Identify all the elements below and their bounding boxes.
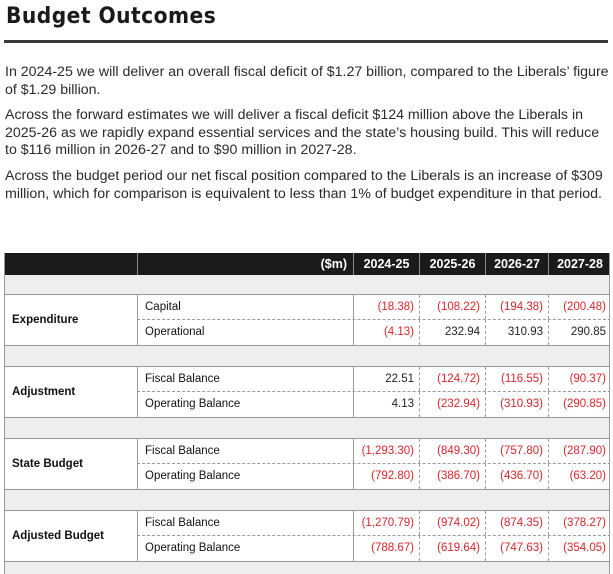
header-col-2027-28: 2027-28	[548, 253, 610, 275]
table-row	[137, 438, 610, 464]
title-divider	[4, 40, 608, 43]
value-cell-2024-25: (18.38)	[353, 295, 419, 319]
table-row	[137, 536, 610, 562]
header-unit: ($m)	[137, 253, 353, 275]
value-cell-2026-27: 310.93	[485, 320, 548, 345]
intro-paragraph-2: Across the forward estimates we will deliver a fiscal deficit $124 million above the Liberals in 2025-26 as we rapidly expand essential services and the state’s housing build. This will reduce to $116 million in 2026-27 and to $90 million in 2027-28.	[5, 107, 600, 158]
value-cell-2025-26: (232.94)	[419, 392, 485, 417]
section-expenditure	[5, 294, 609, 346]
value-cell-2027-28: (290.85)	[548, 392, 610, 417]
value-cell-2027-28: (200.48)	[548, 295, 610, 319]
row-label: Operating Balance	[137, 464, 353, 489]
value-cell-2026-27: (874.35)	[485, 511, 548, 535]
header-col-2025-26: 2025-26	[419, 253, 485, 275]
table-row	[137, 510, 610, 536]
row-label: Operating Balance	[137, 536, 353, 561]
table-row	[137, 320, 610, 346]
header-blank-cell	[5, 253, 137, 275]
value-cell-2027-28: (287.90)	[548, 439, 610, 463]
value-cell-2024-25: (1,293.30)	[353, 439, 419, 463]
value-cell-2025-26: (619.64)	[419, 536, 485, 561]
value-cell-2026-27: (747.63)	[485, 536, 548, 561]
section-adjustment	[5, 366, 609, 418]
row-label: Operational	[137, 320, 353, 345]
intro-paragraph-3: Across the budget period our net fiscal position compared to the Liberals is an increase of $309 million, which for comparison is equivalent to less than 1% of budget expenditure in that period.	[5, 168, 603, 202]
value-cell-2027-28: (63.20)	[548, 464, 610, 489]
value-cell-2027-28: (90.37)	[548, 367, 610, 391]
row-label: Fiscal Balance	[137, 511, 353, 535]
section-label: State Budget	[5, 438, 137, 490]
intro-paragraph-1: In 2024-25 we will deliver an overall fiscal deficit of $1.27 billion, compared to the Liberals’ figure of $1.29 billion.	[5, 64, 609, 98]
value-cell-2025-26: (124.72)	[419, 367, 485, 391]
table-header	[5, 253, 609, 275]
section-adjusted-budget	[5, 510, 609, 562]
table-row	[137, 294, 610, 320]
value-cell-2025-26: (386.70)	[419, 464, 485, 489]
value-cell-2027-28: (378.27)	[548, 511, 610, 535]
value-cell-2024-25: (4.13)	[353, 320, 419, 345]
row-label: Fiscal Balance	[137, 439, 353, 463]
row-label: Operating Balance	[137, 392, 353, 417]
value-cell-2025-26: (108.22)	[419, 295, 485, 319]
value-cell-2026-27: (757.80)	[485, 439, 548, 463]
value-cell-2024-25: (792.80)	[353, 464, 419, 489]
value-cell-2027-28: (354.05)	[548, 536, 610, 561]
value-cell-2025-26: 232.94	[419, 320, 485, 345]
page-title: Budget Outcomes	[6, 4, 217, 29]
value-cell-2024-25: (788.67)	[353, 536, 419, 561]
table-row	[137, 392, 610, 418]
value-cell-2027-28: 290.85	[548, 320, 610, 345]
value-cell-2024-25: 4.13	[353, 392, 419, 417]
value-cell-2026-27: (194.38)	[485, 295, 548, 319]
value-cell-2025-26: (849.30)	[419, 439, 485, 463]
header-col-2024-25: 2024-25	[353, 253, 419, 275]
section-state-budget	[5, 438, 609, 490]
table-row	[137, 366, 610, 392]
table-row	[137, 464, 610, 490]
section-label: Expenditure	[5, 294, 137, 346]
value-cell-2026-27: (310.93)	[485, 392, 548, 417]
row-label: Fiscal Balance	[137, 367, 353, 391]
budget-outcomes-table	[4, 253, 610, 574]
value-cell-2025-26: (974.02)	[419, 511, 485, 535]
value-cell-2024-25: 22.51	[353, 367, 419, 391]
value-cell-2024-25: (1,270.79)	[353, 511, 419, 535]
value-cell-2026-27: (116.55)	[485, 367, 548, 391]
value-cell-2026-27: (436.70)	[485, 464, 548, 489]
header-col-2026-27: 2026-27	[485, 253, 548, 275]
row-label: Capital	[137, 295, 353, 319]
section-label: Adjusted Budget	[5, 510, 137, 562]
section-label: Adjustment	[5, 366, 137, 418]
